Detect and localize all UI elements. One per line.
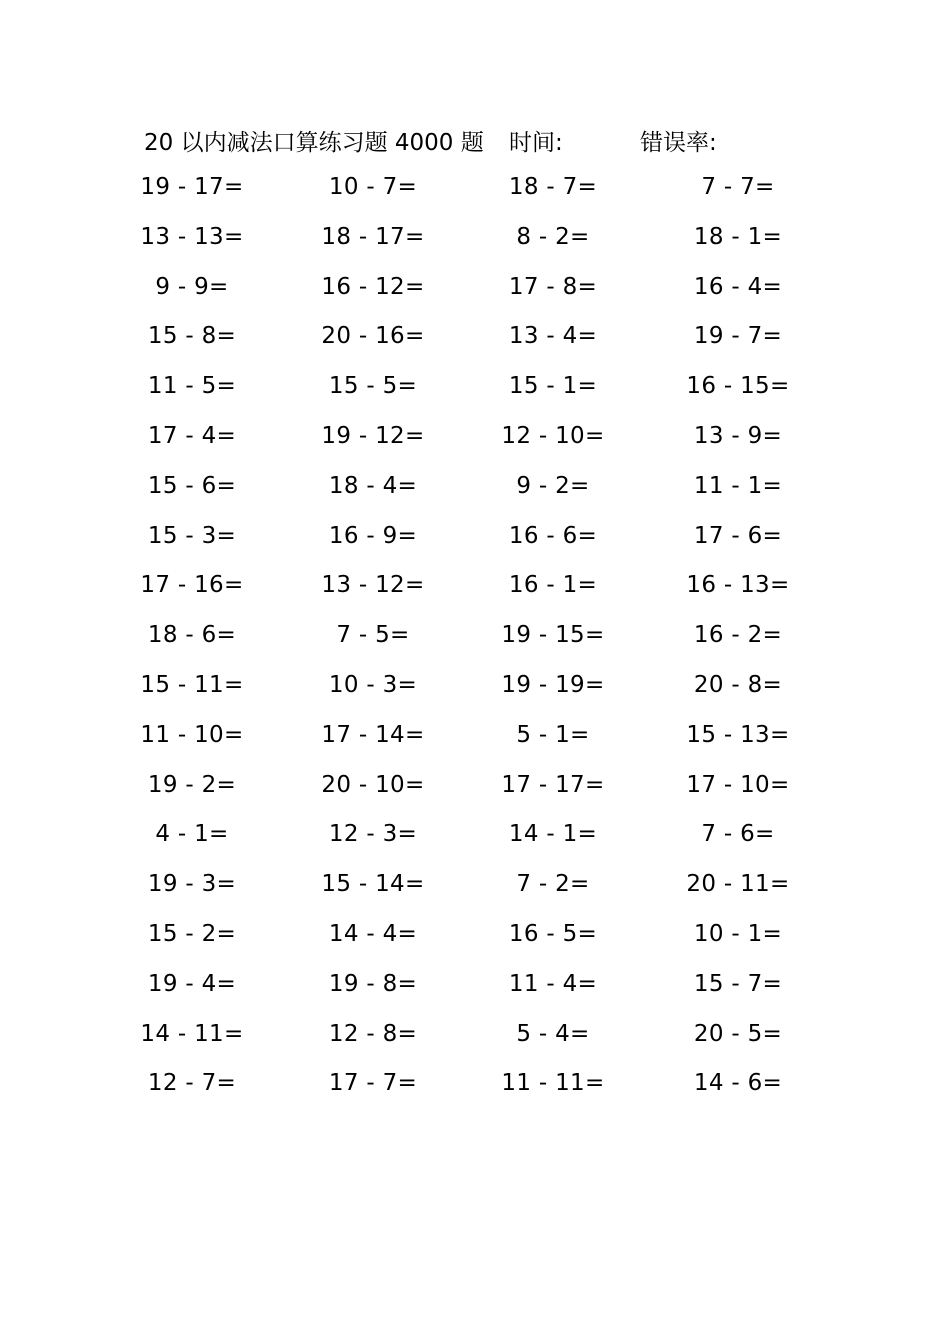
subtraction-problem: 12 - 10=	[501, 422, 605, 449]
subtraction-problem: 16 - 5=	[508, 920, 598, 947]
subtraction-problem: 10 - 3=	[328, 671, 418, 698]
subtraction-problem: 19 - 19=	[501, 671, 605, 698]
subtraction-problem: 9 - 9=	[155, 273, 229, 300]
subtraction-problem: 16 - 12=	[321, 273, 425, 300]
subtraction-problem: 15 - 14=	[321, 871, 425, 898]
subtraction-problem: 12 - 8=	[328, 1020, 418, 1047]
problem-row	[0, 1070, 950, 1120]
subtraction-problem: 18 - 7=	[508, 174, 598, 200]
subtraction-problem: 19 - 12=	[321, 422, 425, 449]
problem-row	[0, 174, 950, 224]
problem-row	[0, 1021, 950, 1071]
subtraction-problem: 13 - 9=	[693, 422, 783, 449]
subtraction-problem: 11 - 1=	[693, 472, 783, 499]
subtraction-problem: 13 - 12=	[321, 572, 425, 599]
subtraction-problem: 15 - 6=	[147, 472, 237, 499]
subtraction-problem: 9 - 2=	[516, 472, 590, 499]
subtraction-problem: 11 - 4=	[508, 970, 598, 997]
subtraction-problem: 7 - 2=	[516, 871, 590, 898]
subtraction-problem: 16 - 4=	[693, 273, 783, 300]
subtraction-problem: 19 - 4=	[147, 970, 237, 997]
subtraction-problem: 19 - 15=	[501, 622, 605, 649]
subtraction-problem: 15 - 7=	[693, 970, 783, 997]
problem-row	[0, 772, 950, 822]
subtraction-problem: 11 - 11=	[501, 1070, 605, 1097]
subtraction-problem: 19 - 7=	[693, 323, 783, 350]
subtraction-problem: 13 - 4=	[508, 323, 598, 350]
subtraction-problem: 20 - 16=	[321, 323, 425, 350]
subtraction-problem: 14 - 11=	[140, 1020, 244, 1047]
subtraction-problem: 17 - 4=	[147, 422, 237, 449]
subtraction-problem: 16 - 2=	[693, 622, 783, 649]
subtraction-problem: 16 - 1=	[508, 572, 598, 599]
subtraction-problem: 20 - 5=	[693, 1020, 783, 1047]
problem-row	[0, 971, 950, 1021]
problem-row	[0, 224, 950, 274]
subtraction-problem: 16 - 9=	[328, 522, 418, 549]
subtraction-problem: 5 - 4=	[516, 1020, 590, 1047]
time-label: 时间:	[509, 130, 563, 156]
subtraction-problem: 17 - 10=	[686, 771, 790, 798]
subtraction-problem: 8 - 2=	[516, 223, 590, 250]
subtraction-problem: 14 - 6=	[693, 1070, 783, 1097]
subtraction-problem: 17 - 6=	[693, 522, 783, 549]
subtraction-problem: 17 - 16=	[140, 572, 244, 599]
subtraction-problem: 20 - 8=	[693, 671, 783, 698]
worksheet-title: 20 以内减法口算练习题 4000 题	[144, 130, 484, 156]
subtraction-problem: 12 - 7=	[147, 1070, 237, 1097]
subtraction-problem: 17 - 17=	[501, 771, 605, 798]
error-rate-label: 错误率:	[640, 130, 717, 156]
subtraction-problem: 15 - 13=	[686, 721, 790, 748]
problem-row	[0, 373, 950, 423]
subtraction-problem: 20 - 10=	[321, 771, 425, 798]
subtraction-problem: 15 - 8=	[147, 323, 237, 350]
subtraction-problem: 7 - 7=	[701, 174, 775, 200]
problem-row	[0, 821, 950, 871]
subtraction-problem: 17 - 7=	[328, 1070, 418, 1097]
subtraction-problem: 16 - 6=	[508, 522, 598, 549]
subtraction-problem: 10 - 7=	[328, 174, 418, 200]
problem-row	[0, 722, 950, 772]
subtraction-problem: 7 - 5=	[336, 622, 410, 649]
problem-row	[0, 572, 950, 622]
subtraction-problem: 18 - 1=	[693, 223, 783, 250]
problem-grid	[0, 174, 950, 1120]
subtraction-problem: 19 - 8=	[328, 970, 418, 997]
subtraction-problem: 15 - 2=	[147, 920, 237, 947]
subtraction-problem: 12 - 3=	[328, 821, 418, 848]
subtraction-problem: 11 - 5=	[147, 373, 237, 400]
subtraction-problem: 7 - 6=	[701, 821, 775, 848]
problem-row	[0, 473, 950, 523]
subtraction-problem: 5 - 1=	[516, 721, 590, 748]
subtraction-problem: 19 - 3=	[147, 871, 237, 898]
subtraction-problem: 15 - 11=	[140, 671, 244, 698]
subtraction-problem: 19 - 2=	[147, 771, 237, 798]
problem-row	[0, 523, 950, 573]
subtraction-problem: 20 - 11=	[686, 871, 790, 898]
subtraction-problem: 13 - 13=	[140, 223, 244, 250]
subtraction-problem: 17 - 14=	[321, 721, 425, 748]
subtraction-problem: 11 - 10=	[140, 721, 244, 748]
subtraction-problem: 14 - 1=	[508, 821, 598, 848]
subtraction-problem: 15 - 3=	[147, 522, 237, 549]
subtraction-problem: 16 - 13=	[686, 572, 790, 599]
subtraction-problem: 18 - 17=	[321, 223, 425, 250]
subtraction-problem: 10 - 1=	[693, 920, 783, 947]
subtraction-problem: 15 - 5=	[328, 373, 418, 400]
subtraction-problem: 19 - 17=	[140, 174, 244, 200]
problem-row	[0, 323, 950, 373]
problem-row	[0, 921, 950, 971]
problem-row	[0, 622, 950, 672]
problem-row	[0, 423, 950, 473]
subtraction-problem: 4 - 1=	[155, 821, 229, 848]
subtraction-problem: 16 - 15=	[686, 373, 790, 400]
problem-row	[0, 274, 950, 324]
subtraction-problem: 15 - 1=	[508, 373, 598, 400]
subtraction-problem: 17 - 8=	[508, 273, 598, 300]
subtraction-problem: 14 - 4=	[328, 920, 418, 947]
worksheet-header	[0, 124, 950, 160]
problem-row	[0, 672, 950, 722]
subtraction-problem: 18 - 4=	[328, 472, 418, 499]
subtraction-problem: 18 - 6=	[147, 622, 237, 649]
problem-row	[0, 871, 950, 921]
